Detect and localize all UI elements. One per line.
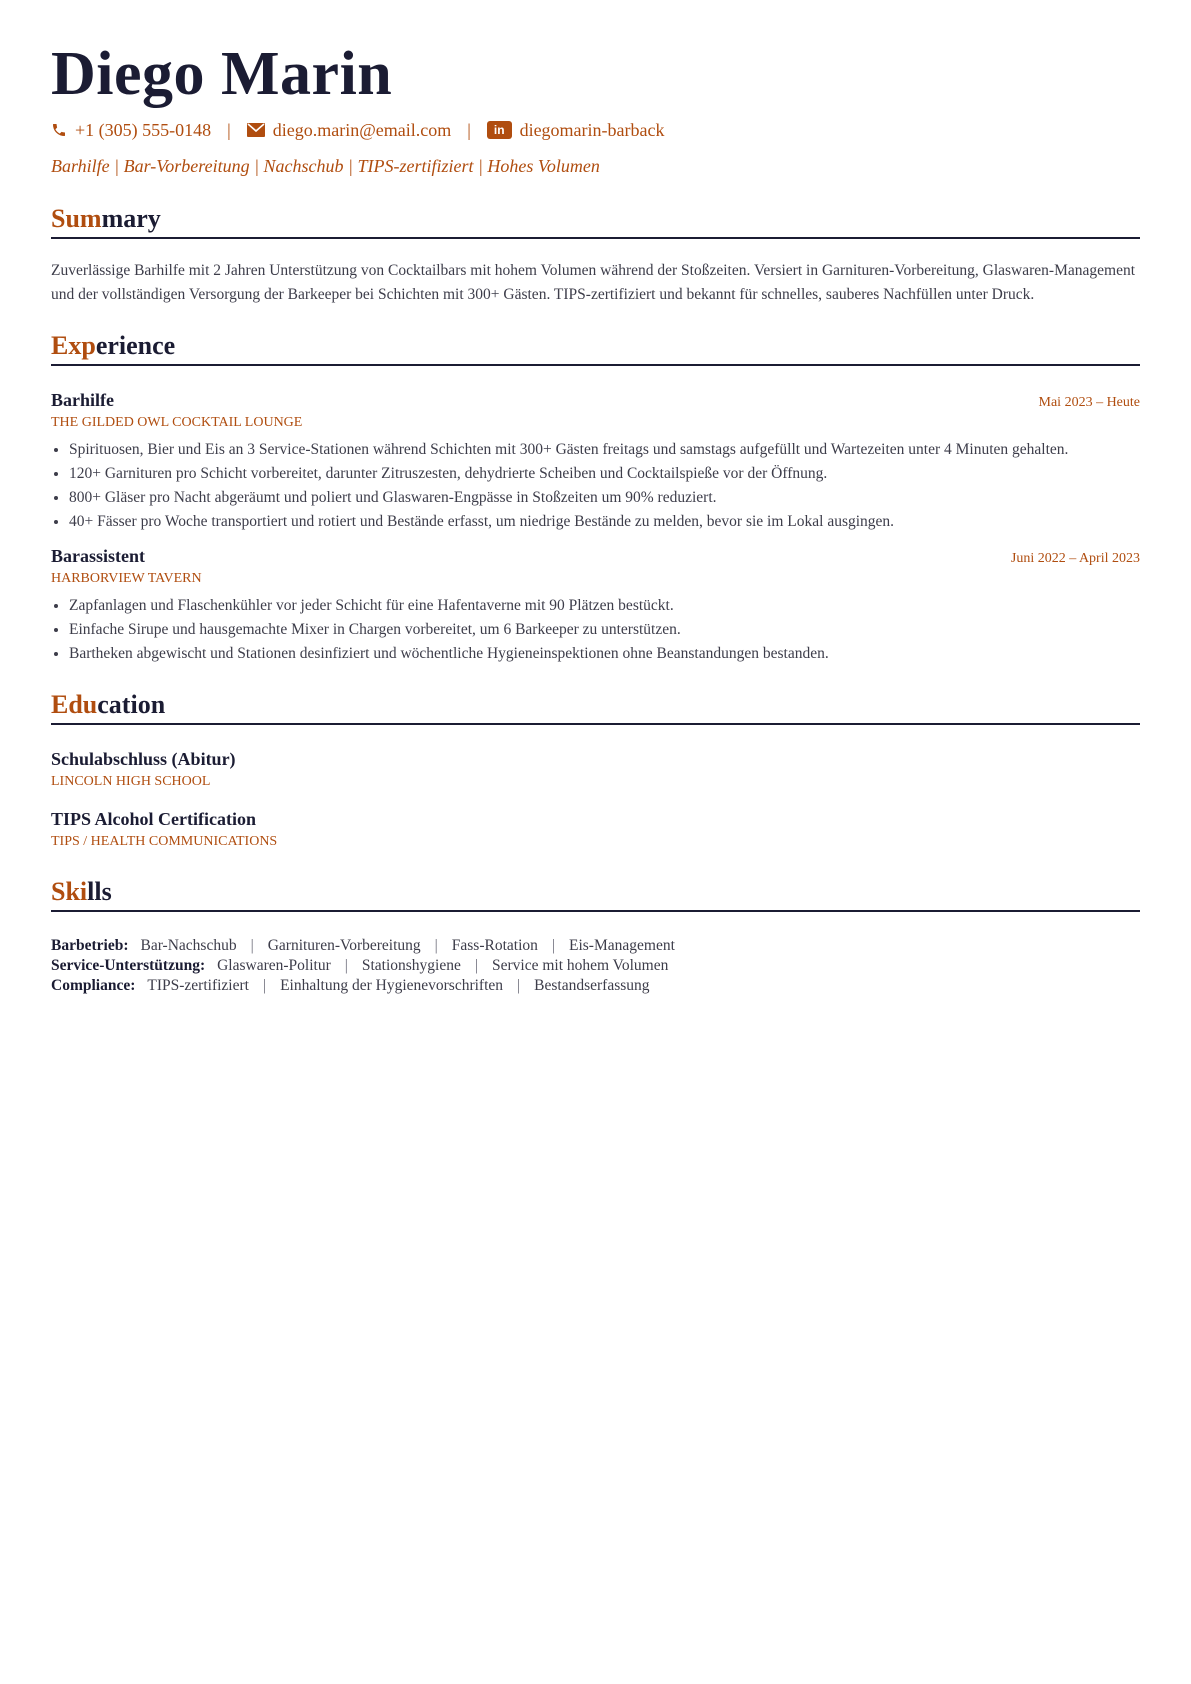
section-title-skills: Skills [51, 875, 1140, 912]
skill-item: Bestandserfassung [534, 977, 650, 994]
candidate-name [51, 38, 1140, 110]
email-address: diego.marin@email.com [272, 119, 452, 140]
skill-item: Einhaltung der Hygienevorschriften [280, 977, 504, 994]
tagline: Barhilfe | Bar-Vorbereitung | Nachschub | TIPS-zertifiziert | Hohes Volumen [51, 156, 600, 176]
education-school: LINCOLN HIGH SCHOOL [51, 774, 211, 789]
job-bullet: • 40+ Fässer pro Woche transportiert und rotiert und Bestände erfasst, um niedrige Bestände zu melden, bevor sie im Lokal ausgingen. [69, 510, 1140, 534]
skill-item: TIPS-zertifiziert [147, 977, 249, 994]
contact-separator: | [467, 119, 471, 140]
skill-row: Compliance: TIPS-zertifiziert | Einhaltung der Hygienevorschriften | Bestandserfassung [51, 977, 650, 994]
job-bullet: • Einfache Sirupe und hausgemachte Mixer in Chargen vorbereitet, um 6 Barkeeper zu unterstützen. [69, 618, 1140, 642]
skill-item: Stationshygiene [361, 957, 461, 974]
experience-section [51, 329, 1140, 666]
job-title: Barassistent [51, 546, 145, 566]
job-bullets [51, 438, 1140, 534]
section-title-education: Education [51, 688, 1140, 725]
job-bullet: • Bartheken abgewischt und Stationen desinfiziert und wöchentliche Hygieneinspektionen ohne Beanstandungen bestanden. [69, 642, 1140, 666]
skill-row: Service-Unterstützung: Glaswaren-Politur | Stationshygiene | Service mit hohem Volumen [51, 957, 669, 974]
summary-text: Zuverlässige Barhilfe mit 2 Jahren Unterstützung von Cocktailbars mit hohem Volumen während der Stoßzeiten. Versiert in Garnituren-Vorbereitung, Glaswaren-Management und der vollständigen Versorgung der Barkeeper bei Schichten mit 300+ Gästen. TIPS-zertifiziert und bekannt für schnelles, sauberes Nachfüllen unter Druck. [51, 262, 1136, 303]
job-entry [51, 544, 1140, 666]
linkedin-icon: in [487, 121, 512, 139]
section-title-summary: Summary [51, 202, 1140, 239]
skill-item: Service mit hohem Volumen [492, 957, 669, 974]
envelope-icon [247, 123, 265, 137]
email-contact[interactable] [247, 120, 452, 141]
education-title: TIPS Alcohol Certification [51, 809, 256, 829]
skill-item: Eis-Management [569, 937, 675, 954]
contact-separator: | [227, 119, 231, 140]
first-name: Diego [51, 40, 206, 108]
job-date: Juni 2022 – April 2023 [1010, 551, 1140, 566]
linkedin-contact[interactable] [487, 120, 665, 141]
job-bullet: • 800+ Gläser pro Nacht abgeräumt und poliert und Glaswaren-Engpässe in Stoßzeiten um 90% reduziert. [69, 486, 1140, 510]
skills-list [51, 936, 1140, 996]
skill-item: Fass-Rotation [451, 937, 538, 954]
job-company: THE GILDED OWL COCKTAIL LOUNGE [51, 415, 303, 430]
last-name: Marin [221, 40, 393, 108]
skill-item: Bar-Nachschub [140, 937, 237, 954]
education-school: TIPS / HEALTH COMMUNICATIONS [51, 834, 278, 849]
contact-line [51, 116, 1140, 144]
phone-icon [51, 122, 67, 138]
job-company: HARBORVIEW TAVERN [51, 571, 202, 586]
phone-number: +1 (305) 555-0148 [75, 119, 212, 140]
education-entry [51, 807, 1140, 853]
skill-row: Barbetrieb: Bar-Nachschub | Garnituren-Vorbereitung | Fass-Rotation | Eis-Management [51, 937, 675, 954]
job-bullet: • Spirituosen, Bier und Eis an 3 Service-Stationen während Schichten mit 300+ Gästen freitags und samstags aufgefüllt und Wartezeiten unter 4 Minuten gehalten. [69, 438, 1140, 462]
skill-category: Barbetrieb: [51, 937, 129, 954]
phone-contact[interactable] [51, 120, 211, 141]
education-section [51, 688, 1140, 853]
skill-category: Service-Unterstützung: [51, 957, 206, 974]
skill-item: Glaswaren-Politur [217, 957, 331, 974]
linkedin-handle: diegomarin-barback [519, 119, 665, 140]
skills-section [51, 875, 1140, 996]
job-date: Mai 2023 – Heute [1038, 395, 1140, 410]
job-bullet: • Zapfanlagen und Flaschenkühler vor jeder Schicht für eine Hafentaverne mit 90 Plätzen bestückt. [69, 594, 1140, 618]
summary-section [51, 202, 1140, 307]
skill-category: Compliance: [51, 977, 136, 994]
job-entry [51, 388, 1140, 534]
education-entry [51, 747, 1140, 793]
education-title: Schulabschluss (Abitur) [51, 749, 236, 769]
skill-item: Garnituren-Vorbereitung [267, 937, 421, 954]
section-title-experience: Experience [51, 329, 1140, 366]
job-bullet: • 120+ Garnituren pro Schicht vorbereitet, darunter Zitruszesten, dehydrierte Scheiben und Cocktailspieße vor der Öffnung. [69, 462, 1140, 486]
job-title: Barhilfe [51, 390, 114, 410]
job-bullets [51, 594, 1140, 666]
